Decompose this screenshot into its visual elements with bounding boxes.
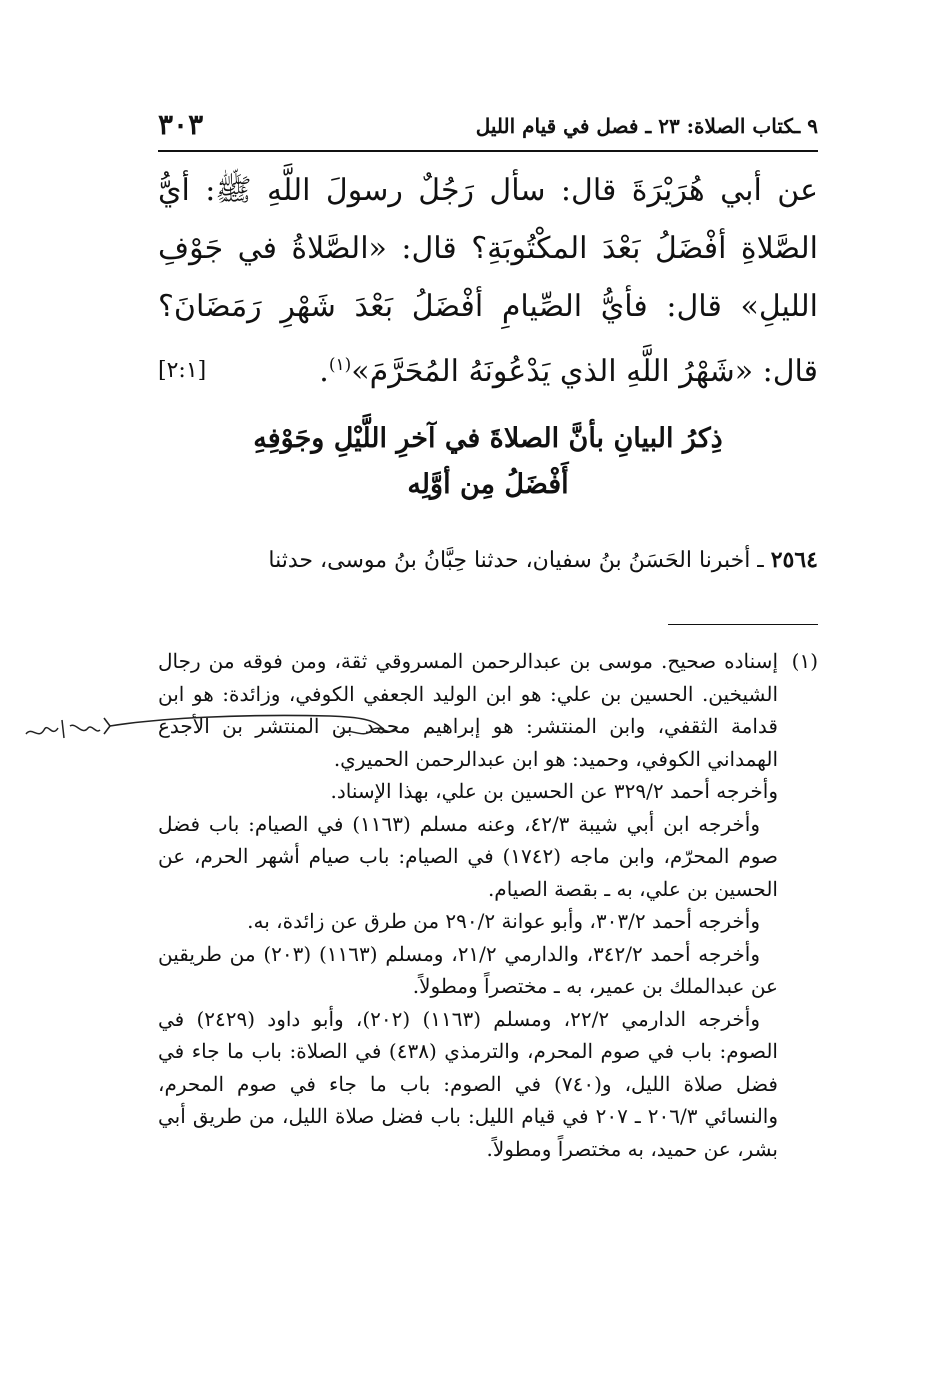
hadith-classification-ref: [٢:١]: [158, 358, 207, 383]
footnote-text-5: وأخرجه أحمد ٣٤٢/٢، والدارمي ٢١/٢، ومسلم (١١٦٣) (٢٠٣) من طريقين عن عبدالملك بن عمير، به ـ مختصراً ومطولاً.: [158, 941, 778, 998]
hadith-text-block: عن أبي هُرَيْرَةَ قال: سأل رَجُلٌ رسولَ اللَّهِ ﷺ: أيُّ الصَّلاةِ أفْضَلُ بَعْدَ المكْتُوبَةِ؟ قال: «الصَّلاةُ في جَوْفِ الليلِ» قال: فأيُّ الصِّيامِ أفْضَلُ بَعْدَ شَهْرِ رَمَضَانَ؟ قال: «شَهْرُ اللَّهِ الذي يَدْعُونَهُ المُحَرَّمَ»$^{(١)}$. [٢:١]: [158, 162, 818, 401]
handwritten-margin-note: [22, 708, 102, 748]
handwritten-correction-stroke: [100, 696, 400, 756]
page-number: ٣٠٣: [158, 108, 204, 141]
footnote-text-2: وأخرجه أحمد ٣٢٩/٢ عن الحسين بن علي، بهذا الإسناد.: [330, 779, 778, 803]
footnote-marker: (١): [791, 649, 818, 673]
running-title: ٩ ـكتاب الصلاة: ٢٣ ـ فصل في قيام الليل: [475, 114, 818, 138]
footnote-separator: [668, 624, 818, 625]
footnote-reference[interactable]: (١): [328, 355, 352, 375]
chapter-heading: [158, 416, 818, 508]
isnad-text: ـ أخبرنا الحَسَنُ بنُ سفيان، حدثنا حِبَّانُ بنُ موسى، حدثنا: [268, 548, 771, 573]
isnad-paragraph: [158, 540, 818, 581]
header-rule: [158, 150, 818, 152]
page-header: [158, 104, 818, 146]
footnote-text-6: وأخرجه الدارمي ٢٢/٢، ومسلم (١١٦٣) (٢٠٢)، وأبو داود (٢٤٢٩) في الصوم: باب في صوم المحرم، والترمذي (٤٣٨) في الصلاة: باب ما جاء في فضل صلاة الليل، و(٧٤٠) في الصوم: باب ما جاء في صوم المحرم، والنسائي ٢٠٦/٣ ـ ٢٠٧ في قيام الليل: باب فضل صلاة الليل، من طريق أبي بشر، عن حميد، به مختصراً ومطولاً.: [158, 1006, 778, 1161]
footnote-text-3: وأخرجه ابن أبي شيبة ٤٢/٣، وعنه مسلم (١١٦٣) في الصيام: باب فضل صوم المحرّم، وابن ماجه (١٧٤٢) في الصيام: باب صيام أشهر الحرم، عن الحسين بن علي، به ـ بقصة الصيام.: [158, 811, 779, 901]
footnote-text-1: إسناده صحيح. موسى بن عبدالرحمن المسروقي ثقة، ومن فوقه من رجال الشيخين. الحسين بن علي: هو ابن الوليد الجعفي الكوفي، وزائدة: هو ابن قدامة الثقفي، وابن المنتشر: هو إبراهيم محمد بن المنتشر بن الأجدع الهمداني الكوفي، وحميد: هو ابن عبدالرحمن الحميري.: [158, 649, 778, 771]
hadith-text: عن أبي هُرَيْرَةَ قال: سأل رَجُلٌ رسولَ اللَّهِ ﷺ: أيُّ الصَّلاةِ أفْضَلُ بَعْدَ المكْتُوبَةِ؟ قال: «الصَّلاةُ في جَوْفِ الليلِ» قال: فأيُّ الصِّيامِ أفْضَلُ بَعْدَ شَهْرِ رَمَضَانَ؟ قال: «شَهْرُ اللَّهِ الذي يَدْعُونَهُ المُحَرَّمَ»: [158, 173, 818, 389]
hadith-number: ٢٥٦٤: [770, 547, 818, 573]
footnote-text-4: وأخرجه أحمد ٣٠٣/٢، وأبو عوانة ٢٩٠/٢ من طرق عن زائدة، به.: [247, 909, 760, 933]
chapter-heading-line-1: ذِكرُ البيانِ بأنَّ الصلاةَ في آخرِ اللَّيْلِ وجَوْفِهِ: [253, 423, 723, 454]
chapter-heading-line-2: أَفْضَلُ مِن أوَّلِه: [407, 469, 569, 500]
